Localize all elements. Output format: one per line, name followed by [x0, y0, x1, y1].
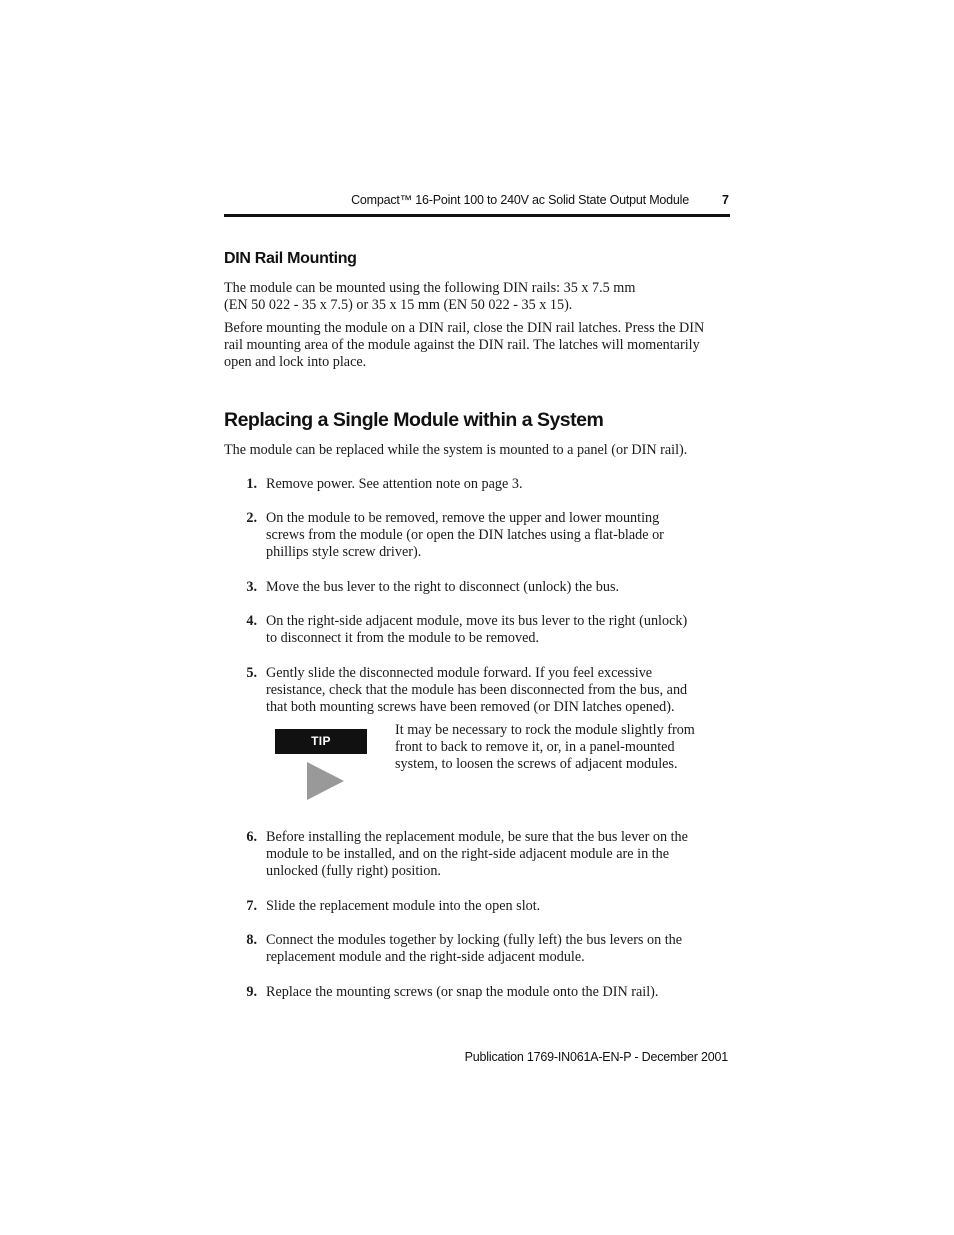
- step-text: [266, 510, 730, 561]
- step-text: [266, 932, 730, 966]
- text-line: On the module to be removed, remove the upper and lower mounting: [266, 510, 660, 526]
- text-line: system, to loosen the screws of adjacent modules.: [395, 756, 678, 772]
- text-line: Move the bus lever to the right to disconnect (unlock) the bus.: [266, 579, 620, 595]
- text-line: front to back to remove it, or, in a panel-mounted: [395, 739, 675, 755]
- din-paragraph-1: [224, 280, 730, 314]
- publication-footer: Publication 1769-IN061A-EN-P - December 2001: [464, 1050, 728, 1064]
- text-line: open and lock into place.: [224, 354, 367, 370]
- text-line: On the right-side adjacent module, move its bus lever to the right (unlock): [266, 613, 688, 629]
- step-number: 9.: [246, 984, 257, 1000]
- text-line: resistance, check that the module has been disconnected from the bus, and: [266, 682, 688, 698]
- step-text: [266, 898, 730, 915]
- text-line: Gently slide the disconnected module forward. If you feel excessive: [266, 665, 653, 681]
- step-number: 2.: [246, 510, 257, 526]
- step-text: [266, 829, 730, 880]
- text-line: module to be installed, and on the right-side adjacent module are in the: [266, 846, 670, 862]
- text-line: Remove power. See attention note on page 3.: [266, 476, 523, 492]
- step-text: [266, 613, 730, 647]
- step-number: 1.: [246, 476, 257, 492]
- din-paragraph-2: [224, 320, 730, 371]
- step-text: [266, 665, 730, 716]
- step-number: 3.: [246, 579, 257, 595]
- play-arrow-icon: [306, 761, 346, 801]
- step-text: [266, 984, 730, 1001]
- step-number: 5.: [246, 665, 257, 681]
- text-line: The module can be mounted using the following DIN rails: 35 x 7.5 mm: [224, 280, 636, 296]
- step-text: [266, 579, 730, 596]
- replace-intro: [224, 442, 730, 459]
- header-title: Compact™ 16-Point 100 to 240V ac Solid State Output Module: [351, 193, 689, 207]
- text-line: Slide the replacement module into the open slot.: [266, 898, 541, 914]
- text-line: Replace the mounting screws (or snap the module onto the DIN rail).: [266, 984, 659, 1000]
- text-line: (EN 50 022 - 35 x 7.5) or 35 x 15 mm (EN 50 022 - 35 x 15).: [224, 297, 573, 313]
- text-line: phillips style screw driver).: [266, 544, 422, 560]
- running-header: [224, 191, 730, 211]
- step-number: 7.: [246, 898, 257, 914]
- text-line: rail mounting area of the module against the DIN rail. The latches will momentarily: [224, 337, 700, 353]
- tip-text: [395, 722, 735, 773]
- section-heading-din-rail: DIN Rail Mounting: [224, 250, 357, 267]
- text-line: Before mounting the module on a DIN rail, close the DIN rail latches. Press the DIN: [224, 320, 705, 336]
- text-line: unlocked (fully right) position.: [266, 863, 441, 879]
- text-line: The module can be replaced while the system is mounted to a panel (or DIN rail).: [224, 442, 688, 458]
- text-line: It may be necessary to rock the module slightly from: [395, 722, 695, 738]
- text-line: replacement module and the right-side adjacent module.: [266, 949, 585, 965]
- step-number: 6.: [246, 829, 257, 845]
- text-line: Connect the modules together by locking (fully left) the bus levers on the: [266, 932, 683, 948]
- section-heading-replacing-module: Replacing a Single Module within a System: [224, 409, 604, 431]
- text-line: screws from the module (or open the DIN latches using a flat-blade or: [266, 527, 664, 543]
- header-rule: [224, 214, 730, 217]
- text-line: to disconnect it from the module to be removed.: [266, 630, 540, 646]
- step-number: 4.: [246, 613, 257, 629]
- step-text: [266, 476, 730, 493]
- page-number: 7: [722, 193, 729, 207]
- step-number: 8.: [246, 932, 257, 948]
- text-line: Before installing the replacement module, be sure that the bus lever on the: [266, 829, 688, 845]
- tip-label: TIP: [275, 729, 367, 754]
- text-line: that both mounting screws have been removed (or DIN latches opened).: [266, 699, 675, 715]
